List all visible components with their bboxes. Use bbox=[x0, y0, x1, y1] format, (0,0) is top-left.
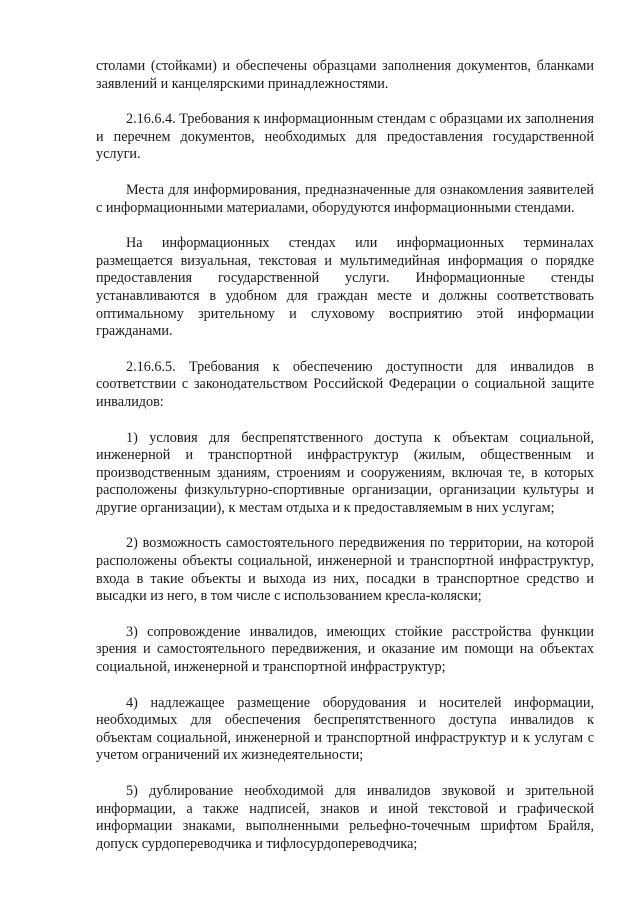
list-item-4: 4) надлежащее размещение оборудования и носителей информации, необходимых для обеспечения беспрепятственного доступа инвалидов к объектам социальной, инженерной и транспортной инфраструктур и к услугам с учетом ограничений их жизнедеятельности; bbox=[96, 694, 594, 764]
list-item-1: 1) условия для беспрепятственного доступа к объектам социальной, инженерной и транспортной инфраструктур (жилым, общественным и производственным зданиям, строениям и сооружениям, включая те, в которых расположены физкультурно-спортивные организации, организации культуры и другие организации), к местам отдыха и к предоставляемым в них услугам; bbox=[96, 429, 594, 516]
list-item-2: 2) возможность самостоятельного передвижения по территории, на которой расположены объекты социальной, инженерной и транспортной инфраструктур, входа в такие объекты и выхода из них, посадки в транспортное средство и высадки из него, в том числе с использованием кресла-коляски; bbox=[96, 535, 594, 605]
paragraph-information-stands: На информационных стендах или информационных терминалах размещается визуальная, текстовая и мультимедийная информация о порядке предоставления государственной услуги. Информационные стенды устанавливаются в удобном для граждан месте и должны соответствовать оптимальному зрительному и слуховому восприятию этой информации гражданами. bbox=[96, 235, 594, 340]
document-page bbox=[96, 58, 594, 871]
paragraph-continuation: столами (стойками) и обеспечены образцами заполнения документов, бланками заявлений и канцелярскими принадлежностями. bbox=[96, 58, 594, 92]
paragraph-2-16-6-5: 2.16.6.5. Требования к обеспечению доступности для инвалидов в соответствии с законодательством Российской Федерации о социальной защите инвалидов: bbox=[96, 358, 594, 410]
list-item-5: 5) дублирование необходимой для инвалидов звуковой и зрительной информации, а также надписей, знаков и иной текстовой и графической информации знаками, выполненными рельефно-точечным шрифтом Брайля, допуск сурдопереводчика и тифлосурдопереводчика; bbox=[96, 783, 594, 852]
list-item-3: 3) сопровождение инвалидов, имеющих стойкие расстройства функции зрения и самостоятельного передвижения, и оказание им помощи на объектах социальной, инженерной и транспортной инфраструктур; bbox=[96, 623, 594, 676]
paragraph-2-16-6-4: 2.16.6.4. Требования к информационным стендам с образцами их заполнения и перечнем документов, необходимых для предоставления государственной услуги. bbox=[96, 111, 594, 163]
paragraph-information-places: Места для информирования, предназначенные для ознакомления заявителей с информационными материалами, оборудуются информационными стендами. bbox=[96, 181, 594, 216]
